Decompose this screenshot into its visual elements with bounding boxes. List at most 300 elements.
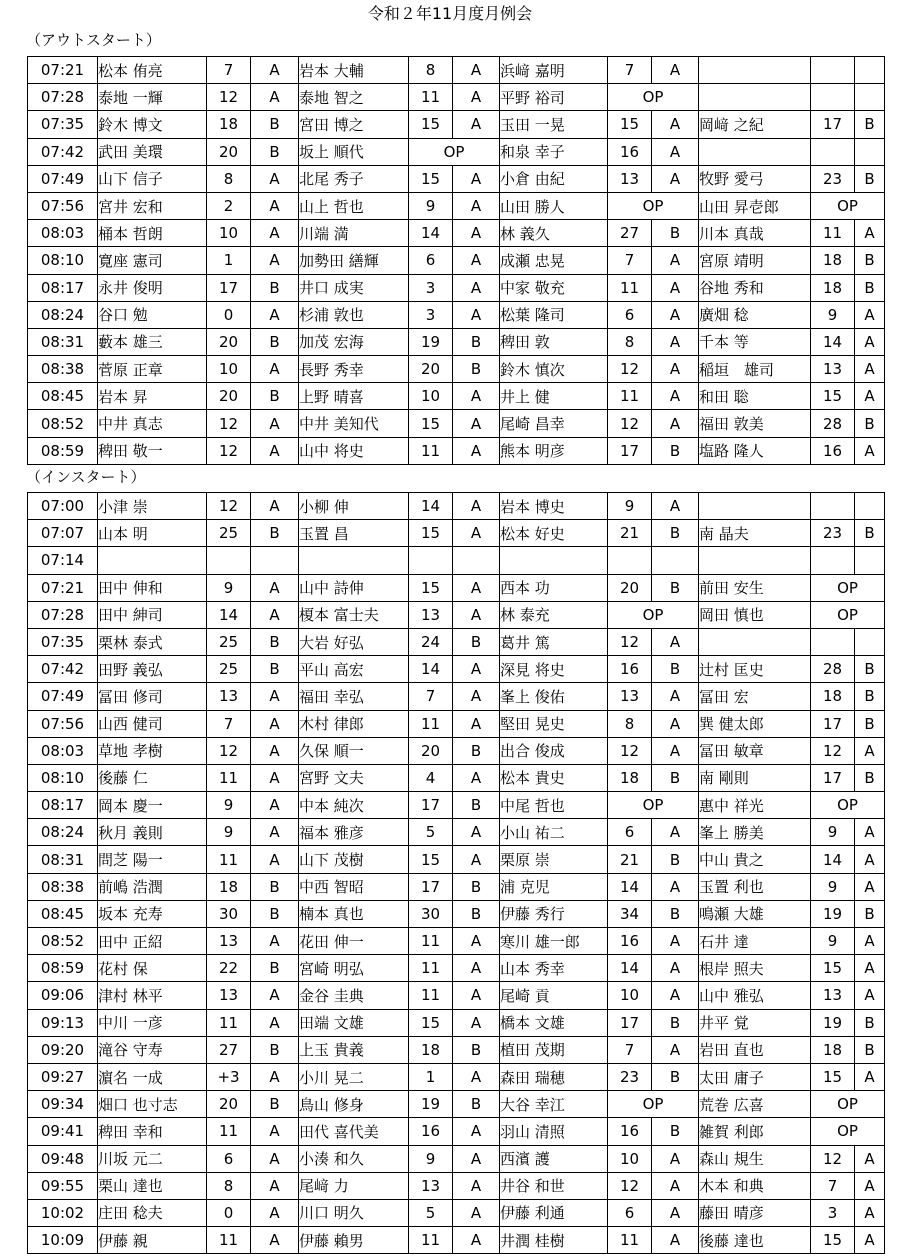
player-name-cell: 中山 貴之 (699, 846, 811, 873)
handicap-cell: 9 (409, 192, 453, 219)
player-name-cell: 寛座 憲司 (98, 247, 207, 274)
handicap-cell: 11 (207, 764, 251, 791)
player-name-cell: 熊本 明彦 (500, 437, 608, 464)
player-name-cell: 川口 明久 (299, 1199, 409, 1226)
handicap-cell: 11 (207, 1227, 251, 1254)
class-cell: A (652, 138, 699, 165)
tee-time-cell: 08:38 (28, 356, 98, 383)
class-cell: A (855, 437, 885, 464)
player-name-cell: 栗山 達也 (98, 1172, 207, 1199)
class-cell: A (251, 710, 299, 737)
class-cell: A (453, 192, 500, 219)
class-cell: B (652, 846, 699, 873)
class-cell: B (855, 247, 885, 274)
class-cell: A (855, 819, 885, 846)
handicap-cell: 10 (608, 982, 652, 1009)
class-cell: B (251, 1036, 299, 1063)
handicap-cell: 12 (811, 1145, 855, 1172)
player-name-cell: 加勢田 繕輝 (299, 247, 409, 274)
table-row (28, 356, 885, 383)
class-cell: A (855, 873, 885, 900)
handicap-cell: 28 (811, 410, 855, 437)
table-row (28, 955, 885, 982)
handicap-cell: 11 (409, 982, 453, 1009)
player-name-cell: 牧野 愛弓 (699, 165, 811, 192)
player-name-cell: 根岸 照夫 (699, 955, 811, 982)
player-name-cell (699, 84, 811, 111)
player-name-cell: 田中 紳司 (98, 601, 207, 628)
handicap-cell: 18 (811, 683, 855, 710)
handicap-cell: 25 (207, 628, 251, 655)
class-cell: B (453, 1036, 500, 1063)
player-name-cell: 福田 敦美 (699, 410, 811, 437)
player-name-cell: 中家 敬充 (500, 274, 608, 301)
handicap-cell (207, 547, 251, 574)
tee-time-cell: 07:49 (28, 165, 98, 192)
player-name-cell: 林 泰充 (500, 601, 608, 628)
table-row (28, 301, 885, 328)
player-name-cell: 山上 哲也 (299, 192, 409, 219)
handicap-cell: 6 (409, 247, 453, 274)
class-cell: A (453, 1118, 500, 1145)
open-entry-cell: OP (811, 1118, 885, 1145)
section-label-in: （インスタート） (26, 468, 146, 486)
handicap-cell: 6 (207, 1145, 251, 1172)
player-name-cell: 堅田 晃史 (500, 710, 608, 737)
table-row (28, 1063, 885, 1090)
class-cell (855, 84, 885, 111)
player-name-cell (699, 493, 811, 520)
tee-time-cell: 10:02 (28, 1199, 98, 1226)
class-cell: B (855, 900, 885, 927)
class-cell: A (453, 982, 500, 1009)
handicap-cell: 15 (409, 520, 453, 547)
player-name-cell: 井谷 和世 (500, 1172, 608, 1199)
handicap-cell: 8 (409, 57, 453, 84)
table-row (28, 111, 885, 138)
class-cell: B (855, 520, 885, 547)
handicap-cell: 11 (608, 274, 652, 301)
tee-time-cell: 07:28 (28, 84, 98, 111)
open-entry-cell: OP (409, 138, 500, 165)
handicap-cell: 9 (608, 493, 652, 520)
player-name-cell: 山中 将史 (299, 437, 409, 464)
class-cell: A (251, 1199, 299, 1226)
tee-time-cell: 09:13 (28, 1009, 98, 1036)
player-name-cell: 庄田 稔夫 (98, 1199, 207, 1226)
tee-time-cell: 08:03 (28, 737, 98, 764)
handicap-cell: 16 (608, 1118, 652, 1145)
player-name-cell: 田端 文雄 (299, 1009, 409, 1036)
handicap-cell: 9 (409, 1145, 453, 1172)
class-cell: B (652, 1063, 699, 1090)
tee-time-cell: 09:55 (28, 1172, 98, 1199)
handicap-cell (608, 547, 652, 574)
player-name-cell: 後藤 仁 (98, 764, 207, 791)
class-cell: A (855, 1227, 885, 1254)
handicap-cell: 17 (811, 111, 855, 138)
class-cell: A (855, 1063, 885, 1090)
handicap-cell: 13 (811, 982, 855, 1009)
handicap-cell: 7 (608, 247, 652, 274)
open-entry-cell: OP (811, 792, 885, 819)
table-row (28, 192, 885, 219)
table-row (28, 520, 885, 547)
handicap-cell: 18 (811, 1036, 855, 1063)
player-name-cell: 森山 規生 (699, 1145, 811, 1172)
class-cell: B (652, 900, 699, 927)
handicap-cell: 15 (409, 165, 453, 192)
player-name-cell: 稲垣 雄司 (699, 356, 811, 383)
handicap-cell: 6 (608, 1199, 652, 1226)
player-name-cell: 南 晶夫 (699, 520, 811, 547)
player-name-cell: 山本 明 (98, 520, 207, 547)
class-cell: A (652, 873, 699, 900)
player-name-cell: 成瀬 忠晃 (500, 247, 608, 274)
handicap-cell: 18 (207, 873, 251, 900)
class-cell: A (251, 301, 299, 328)
tee-time-cell: 09:34 (28, 1091, 98, 1118)
open-entry-cell: OP (608, 84, 699, 111)
player-name-cell: 千本 等 (699, 328, 811, 355)
class-cell: B (251, 955, 299, 982)
handicap-cell: 23 (811, 520, 855, 547)
class-cell: A (453, 301, 500, 328)
handicap-cell: 13 (608, 165, 652, 192)
handicap-cell: 11 (409, 928, 453, 955)
handicap-cell: 5 (409, 819, 453, 846)
player-name-cell: 大岩 好弘 (299, 628, 409, 655)
class-cell: A (453, 1172, 500, 1199)
table-row (28, 574, 885, 601)
handicap-cell: 17 (608, 1009, 652, 1036)
player-name-cell: 稗田 敦 (500, 328, 608, 355)
class-cell: A (652, 301, 699, 328)
table-row (28, 982, 885, 1009)
class-cell: A (453, 683, 500, 710)
handicap-cell: 15 (811, 383, 855, 410)
handicap-cell: 22 (207, 955, 251, 982)
player-name-cell: 田中 伸和 (98, 574, 207, 601)
class-cell: A (652, 165, 699, 192)
tee-time-cell: 08:38 (28, 873, 98, 900)
handicap-cell: 16 (608, 138, 652, 165)
tee-time-cell: 08:24 (28, 301, 98, 328)
player-name-cell: 鳥山 修身 (299, 1091, 409, 1118)
class-cell: A (453, 220, 500, 247)
player-name-cell: 岡本 慶一 (98, 792, 207, 819)
handicap-cell: 18 (207, 111, 251, 138)
class-cell: A (855, 1145, 885, 1172)
handicap-cell: 13 (811, 356, 855, 383)
tee-time-cell: 08:52 (28, 410, 98, 437)
table-row (28, 1009, 885, 1036)
class-cell: A (453, 601, 500, 628)
handicap-cell: 6 (608, 301, 652, 328)
handicap-cell: 20 (409, 737, 453, 764)
handicap-cell: 12 (608, 356, 652, 383)
class-cell: A (453, 520, 500, 547)
class-cell: A (453, 84, 500, 111)
player-name-cell (699, 628, 811, 655)
class-cell: A (453, 574, 500, 601)
class-cell: A (855, 928, 885, 955)
class-cell: A (251, 601, 299, 628)
player-name-cell: 井口 成実 (299, 274, 409, 301)
class-cell: A (251, 1145, 299, 1172)
player-name-cell: 宮田 博之 (299, 111, 409, 138)
player-name-cell: 井潤 桂樹 (500, 1227, 608, 1254)
handicap-cell: 6 (608, 819, 652, 846)
tee-time-cell: 07:00 (28, 493, 98, 520)
handicap-cell: 17 (409, 792, 453, 819)
player-name-cell: 滝谷 守寿 (98, 1036, 207, 1063)
tee-time-cell: 07:21 (28, 574, 98, 601)
open-entry-cell: OP (811, 192, 885, 219)
player-name-cell: 上玉 貴義 (299, 1036, 409, 1063)
class-cell: B (652, 520, 699, 547)
handicap-cell: 19 (811, 1009, 855, 1036)
handicap-cell: 23 (811, 165, 855, 192)
class-cell: A (453, 764, 500, 791)
tee-time-cell: 07:21 (28, 57, 98, 84)
player-name-cell: 中川 一彦 (98, 1009, 207, 1036)
tee-time-cell: 08:10 (28, 247, 98, 274)
player-name-cell: 坂本 充寿 (98, 900, 207, 927)
open-entry-cell: OP (608, 601, 699, 628)
player-name-cell: 山田 勝人 (500, 192, 608, 219)
handicap-cell: 11 (207, 1118, 251, 1145)
class-cell: B (251, 383, 299, 410)
class-cell: B (453, 737, 500, 764)
class-cell: A (251, 1009, 299, 1036)
class-cell: A (652, 274, 699, 301)
player-name-cell: 松本 貴史 (500, 764, 608, 791)
player-name-cell: 塩路 隆人 (699, 437, 811, 464)
player-name-cell: 和田 聡 (699, 383, 811, 410)
table-row (28, 1227, 885, 1254)
player-name-cell: 桶本 哲朗 (98, 220, 207, 247)
handicap-cell: 17 (409, 873, 453, 900)
player-name-cell: 尾崎 貢 (500, 982, 608, 1009)
handicap-cell: 0 (207, 301, 251, 328)
handicap-cell: 19 (409, 1091, 453, 1118)
class-cell: A (453, 57, 500, 84)
class-cell: A (251, 1227, 299, 1254)
class-cell: B (251, 656, 299, 683)
handicap-cell: 11 (409, 437, 453, 464)
class-cell: A (453, 1009, 500, 1036)
player-name-cell: 久保 順一 (299, 737, 409, 764)
class-cell: A (251, 57, 299, 84)
player-name-cell: 木本 和典 (699, 1172, 811, 1199)
handicap-cell: 14 (409, 656, 453, 683)
handicap-cell: 7 (409, 683, 453, 710)
player-name-cell: 木村 律郎 (299, 710, 409, 737)
class-cell: A (855, 846, 885, 873)
handicap-cell: 34 (608, 900, 652, 927)
tee-time-cell: 07:56 (28, 192, 98, 219)
table-row (28, 628, 885, 655)
handicap-cell: 11 (409, 955, 453, 982)
handicap-cell: 8 (207, 165, 251, 192)
player-name-cell: 永井 俊明 (98, 274, 207, 301)
tee-time-cell: 07:42 (28, 656, 98, 683)
handicap-cell: 25 (207, 656, 251, 683)
player-name-cell: 冨田 宏 (699, 683, 811, 710)
class-cell: B (855, 656, 885, 683)
handicap-cell: 23 (608, 1063, 652, 1090)
handicap-cell: 9 (811, 928, 855, 955)
class-cell (855, 138, 885, 165)
player-name-cell: 玉置 利也 (699, 873, 811, 900)
class-cell: A (453, 437, 500, 464)
tee-time-cell: 10:09 (28, 1227, 98, 1254)
handicap-cell: 15 (811, 1227, 855, 1254)
player-name-cell: 谷地 秀和 (699, 274, 811, 301)
handicap-cell: 13 (207, 928, 251, 955)
handicap-cell: 16 (811, 437, 855, 464)
tee-time-cell: 07:07 (28, 520, 98, 547)
tee-time-cell: 07:49 (28, 683, 98, 710)
class-cell: A (251, 574, 299, 601)
class-cell: A (453, 710, 500, 737)
class-cell: A (652, 247, 699, 274)
player-name-cell: 巽 健太郎 (699, 710, 811, 737)
class-cell: B (855, 683, 885, 710)
player-name-cell: 前田 安生 (699, 574, 811, 601)
class-cell: A (652, 328, 699, 355)
class-cell: B (652, 764, 699, 791)
player-name-cell (299, 547, 409, 574)
handicap-cell: 14 (608, 955, 652, 982)
player-name-cell: 荒巻 広喜 (699, 1091, 811, 1118)
class-cell: A (453, 410, 500, 437)
player-name-cell: 山本 秀幸 (500, 955, 608, 982)
player-name-cell: 峯上 俊佑 (500, 683, 608, 710)
tee-time-cell: 08:17 (28, 274, 98, 301)
player-name-cell: 橋本 文雄 (500, 1009, 608, 1036)
player-name-cell: 岩田 直也 (699, 1036, 811, 1063)
open-entry-cell: OP (608, 792, 699, 819)
class-cell: B (855, 165, 885, 192)
handicap-cell: 11 (409, 1227, 453, 1254)
handicap-cell: 18 (811, 274, 855, 301)
handicap-cell: 12 (207, 737, 251, 764)
class-cell: A (251, 192, 299, 219)
class-cell: A (652, 955, 699, 982)
player-name-cell: 尾崎 昌幸 (500, 410, 608, 437)
class-cell: B (251, 520, 299, 547)
handicap-cell: 20 (207, 383, 251, 410)
player-name-cell: 寒川 雄一郎 (500, 928, 608, 955)
class-cell: B (855, 1009, 885, 1036)
handicap-cell: 3 (409, 274, 453, 301)
class-cell: A (251, 737, 299, 764)
handicap-cell: 11 (207, 846, 251, 873)
class-cell: A (453, 928, 500, 955)
table-row (28, 846, 885, 873)
class-cell: A (855, 955, 885, 982)
table-row (28, 1036, 885, 1063)
table-row (28, 138, 885, 165)
handicap-cell: 18 (409, 1036, 453, 1063)
player-name-cell (699, 57, 811, 84)
player-name-cell: 出合 俊成 (500, 737, 608, 764)
player-name-cell: 和泉 幸子 (500, 138, 608, 165)
class-cell: A (251, 928, 299, 955)
player-name-cell: 宮原 靖明 (699, 247, 811, 274)
player-name-cell: 太田 庸子 (699, 1063, 811, 1090)
handicap-cell (811, 547, 855, 574)
player-name-cell: 石井 達 (699, 928, 811, 955)
player-name-cell: 小山 祐二 (500, 819, 608, 846)
player-name-cell: 武田 美環 (98, 138, 207, 165)
table-row (28, 383, 885, 410)
tee-time-cell: 09:06 (28, 982, 98, 1009)
player-name-cell: 深見 将史 (500, 656, 608, 683)
class-cell: B (855, 764, 885, 791)
player-name-cell: 中西 智昭 (299, 873, 409, 900)
player-name-cell: 葛井 篤 (500, 628, 608, 655)
class-cell: A (652, 356, 699, 383)
tee-time-cell: 09:27 (28, 1063, 98, 1090)
class-cell: A (453, 955, 500, 982)
player-name-cell: 山中 詩伸 (299, 574, 409, 601)
player-name-cell: 津村 林平 (98, 982, 207, 1009)
class-cell: A (251, 165, 299, 192)
class-cell: A (453, 111, 500, 138)
class-cell: A (251, 247, 299, 274)
class-cell: B (453, 628, 500, 655)
player-name-cell: 西濱 護 (500, 1145, 608, 1172)
player-name-cell: 鈴木 博文 (98, 111, 207, 138)
player-name-cell: 山下 信子 (98, 165, 207, 192)
class-cell: A (453, 1199, 500, 1226)
handicap-cell: 16 (409, 1118, 453, 1145)
class-cell (855, 628, 885, 655)
class-cell (652, 547, 699, 574)
player-name-cell: 南 剛則 (699, 764, 811, 791)
handicap-cell: 11 (608, 1227, 652, 1254)
player-name-cell: 花田 伸一 (299, 928, 409, 955)
player-name-cell: 濵名 一成 (98, 1063, 207, 1090)
tee-time-cell: 09:48 (28, 1145, 98, 1172)
table-row (28, 84, 885, 111)
player-name-cell: 冨田 修司 (98, 683, 207, 710)
open-entry-cell: OP (811, 601, 885, 628)
class-cell: A (251, 84, 299, 111)
handicap-cell: 1 (409, 1063, 453, 1090)
class-cell: A (652, 683, 699, 710)
class-cell: A (855, 383, 885, 410)
player-name-cell: 伊藤 秀行 (500, 900, 608, 927)
class-cell: A (453, 846, 500, 873)
tee-time-cell: 08:10 (28, 764, 98, 791)
class-cell: A (652, 1199, 699, 1226)
class-cell: B (855, 111, 885, 138)
player-name-cell: 秋月 義則 (98, 819, 207, 846)
handicap-cell: 11 (409, 84, 453, 111)
handicap-cell: 25 (207, 520, 251, 547)
player-name-cell: 岩本 昇 (98, 383, 207, 410)
player-name-cell: 川端 満 (299, 220, 409, 247)
handicap-cell: 7 (207, 710, 251, 737)
handicap-cell: 3 (409, 301, 453, 328)
table-row (28, 437, 885, 464)
class-cell: A (453, 819, 500, 846)
handicap-cell: 9 (811, 873, 855, 900)
